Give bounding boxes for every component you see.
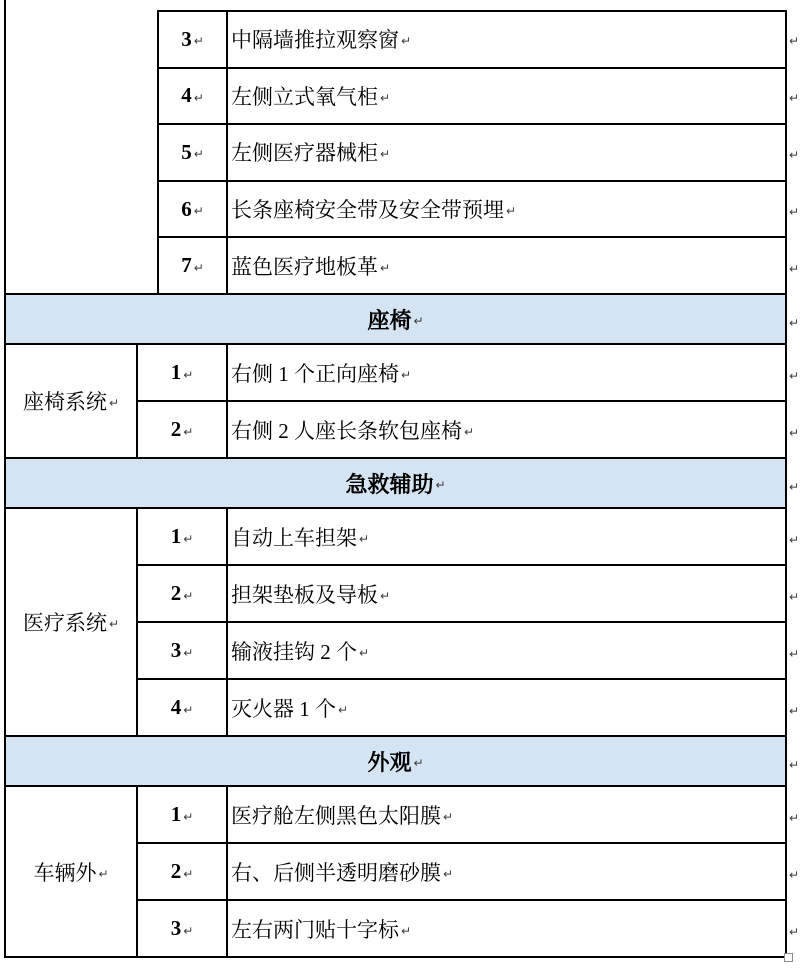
merged-left-cell-empty[interactable] [4,0,157,293]
row-number-cell[interactable] [138,509,228,564]
table-row [138,509,787,566]
section-header-text: 急救辅助 [345,471,434,497]
row-number-cell[interactable] [138,402,228,457]
section-header-exterior[interactable] [4,737,787,787]
paragraph-mark-icon: ↵ [380,90,391,105]
item-text: 右侧 2 人座长条软包座椅 [231,418,462,443]
table-row [138,623,787,680]
paragraph-mark-icon: ↵ [506,204,517,219]
item-text: 左侧医疗器械柜 [231,141,378,166]
section-header-text: 外观 [367,749,412,775]
row-number: 3 [170,638,182,662]
paragraph-mark-icon: ↵ [401,923,412,938]
paragraph-mark-icon: ↵ [443,866,454,881]
item-text: 蓝色医疗地板革 [231,254,378,279]
paragraph-mark-icon: ↵ [193,147,204,162]
row-number: 3 [170,916,182,940]
section-label: 医疗系统 [22,611,107,635]
row-end-mark-icon: ↵ [789,205,800,219]
paragraph-mark-icon: ↵ [183,702,194,717]
row-end-mark-icon: ↵ [789,758,800,772]
item-text-cell[interactable] [228,901,787,956]
row-end-mark-icon: ↵ [789,811,800,825]
item-text-cell[interactable] [228,345,787,400]
paragraph-mark-icon: ↵ [183,645,194,660]
row-number-cell[interactable] [157,125,228,180]
row-end-mark-icon: ↵ [789,480,800,494]
table-row [138,345,787,402]
table-row [157,238,787,293]
paragraph-mark-icon: ↵ [183,809,194,824]
paragraph-mark-icon: ↵ [435,478,446,492]
paragraph-mark-icon: ↵ [193,204,204,219]
table-row [157,12,787,69]
paragraph-mark-icon: ↵ [413,314,424,328]
paragraph-mark-icon: ↵ [108,396,120,410]
row-number: 4 [181,83,192,108]
row-number-cell[interactable] [157,12,228,67]
row-number-cell[interactable] [138,901,228,956]
section-label-cell[interactable] [4,345,138,457]
item-text: 自动上车担架 [231,525,357,550]
section-label-cell[interactable] [4,509,138,735]
table-row [157,125,787,182]
row-number: 2 [170,581,182,605]
row-number-cell[interactable] [138,787,228,842]
paragraph-mark-icon: ↵ [380,588,391,603]
table-resize-handle[interactable] [784,953,793,962]
item-text-cell[interactable] [228,566,787,621]
row-end-mark-icon: ↵ [789,868,800,882]
paragraph-mark-icon: ↵ [338,702,349,717]
row-number: 1 [170,524,182,548]
item-text: 右侧 1 个正向座椅 [231,361,399,386]
paragraph-mark-icon: ↵ [108,617,120,631]
paragraph-mark-icon: ↵ [183,531,194,546]
paragraph-mark-icon: ↵ [359,531,370,546]
item-text: 担架垫板及导板 [231,582,378,607]
row-end-mark-icon: ↵ [789,426,800,440]
item-text-cell[interactable] [228,402,787,457]
section-header-first-aid[interactable] [4,459,787,509]
table-row [157,182,787,239]
table-row [138,680,787,735]
item-text: 输液挂钩 2 个 [231,639,357,664]
row-end-mark-icon: ↵ [789,316,800,330]
item-text-cell[interactable] [228,125,787,180]
row-number: 6 [181,196,192,221]
section-header-text: 座椅 [367,307,412,333]
item-text: 长条座椅安全带及安全带预埋 [231,198,504,223]
item-text: 右、后侧半透明磨砂膜 [231,860,441,885]
row-end-mark-icon: ↵ [789,533,800,547]
item-text: 灭火器 1 个 [231,696,336,721]
paragraph-mark-icon: ↵ [193,260,204,275]
table-row [157,69,787,126]
paragraph-mark-icon: ↵ [183,424,194,439]
section-seat-system [4,345,787,459]
table-row [138,901,787,956]
row-end-mark-icon: ↵ [789,704,800,718]
row-number: 5 [181,139,192,164]
paragraph-mark-icon: ↵ [183,367,194,382]
row-number-cell[interactable] [138,566,228,621]
row-number: 7 [181,253,192,278]
section-continuation [4,0,787,295]
row-number: 4 [170,695,182,719]
section-label: 车辆外 [33,860,97,885]
table-row [138,787,787,844]
row-end-mark-icon: ↵ [789,148,800,162]
item-text-cell[interactable] [228,844,787,899]
row-number: 2 [170,859,182,883]
item-text-cell[interactable] [228,69,787,124]
paragraph-mark-icon: ↵ [183,923,194,938]
paragraph-mark-icon: ↵ [380,260,391,275]
row-number: 3 [181,26,192,51]
section-vehicle-exterior [4,787,787,958]
row-end-mark-icon: ↵ [789,91,800,105]
item-text-cell[interactable] [228,787,787,842]
paragraph-mark-icon: ↵ [193,34,204,49]
item-text: 左侧立式氧气柜 [231,84,378,109]
row-end-mark-icon: ↵ [789,34,800,48]
row-number-cell[interactable] [138,623,228,678]
row-end-mark-icon: ↵ [789,262,800,276]
row-number: 1 [170,360,182,384]
paragraph-mark-icon: ↵ [183,866,194,881]
item-text: 左右两门贴十字标 [231,917,399,942]
section-medical-system [4,509,787,737]
table-row [138,566,787,623]
table-row [138,402,787,457]
paragraph-mark-icon: ↵ [413,756,424,770]
item-text: 医疗舱左侧黑色太阳膜 [231,803,441,828]
row-number-cell[interactable] [157,69,228,124]
item-text-cell[interactable] [228,182,787,237]
paragraph-mark-icon: ↵ [401,367,412,382]
section-label-cell[interactable] [4,787,138,956]
item-text-cell[interactable] [228,12,787,67]
row-end-mark-icon: ↵ [789,925,800,939]
row-end-mark-icon: ↵ [789,590,800,604]
row-number-cell[interactable] [138,345,228,400]
equipment-table [4,0,787,958]
item-text: 中隔墙推拉观察窗 [231,28,399,53]
section-label: 座椅系统 [22,390,107,414]
row-number: 2 [170,417,182,441]
paragraph-mark-icon: ↵ [443,809,454,824]
paragraph-mark-icon: ↵ [359,645,370,660]
paragraph-mark-icon: ↵ [193,90,204,105]
paragraph-mark-icon: ↵ [98,866,109,881]
row-number: 1 [170,802,182,826]
section-header-seats[interactable] [4,295,787,345]
row-number-cell[interactable] [157,238,228,293]
paragraph-mark-icon: ↵ [401,34,412,49]
item-text-cell[interactable] [228,623,787,678]
item-text-cell[interactable] [228,238,787,293]
paragraph-mark-icon: ↵ [464,424,475,439]
item-text-cell[interactable] [228,509,787,564]
row-number-cell[interactable] [157,182,228,237]
paragraph-mark-icon: ↵ [380,147,391,162]
item-text-cell[interactable] [228,680,787,735]
row-end-mark-icon: ↵ [789,369,800,383]
row-number-cell[interactable] [138,844,228,899]
table-row [138,844,787,901]
paragraph-mark-icon: ↵ [183,588,194,603]
row-number-cell[interactable] [138,680,228,735]
row-end-mark-icon: ↵ [789,647,800,661]
